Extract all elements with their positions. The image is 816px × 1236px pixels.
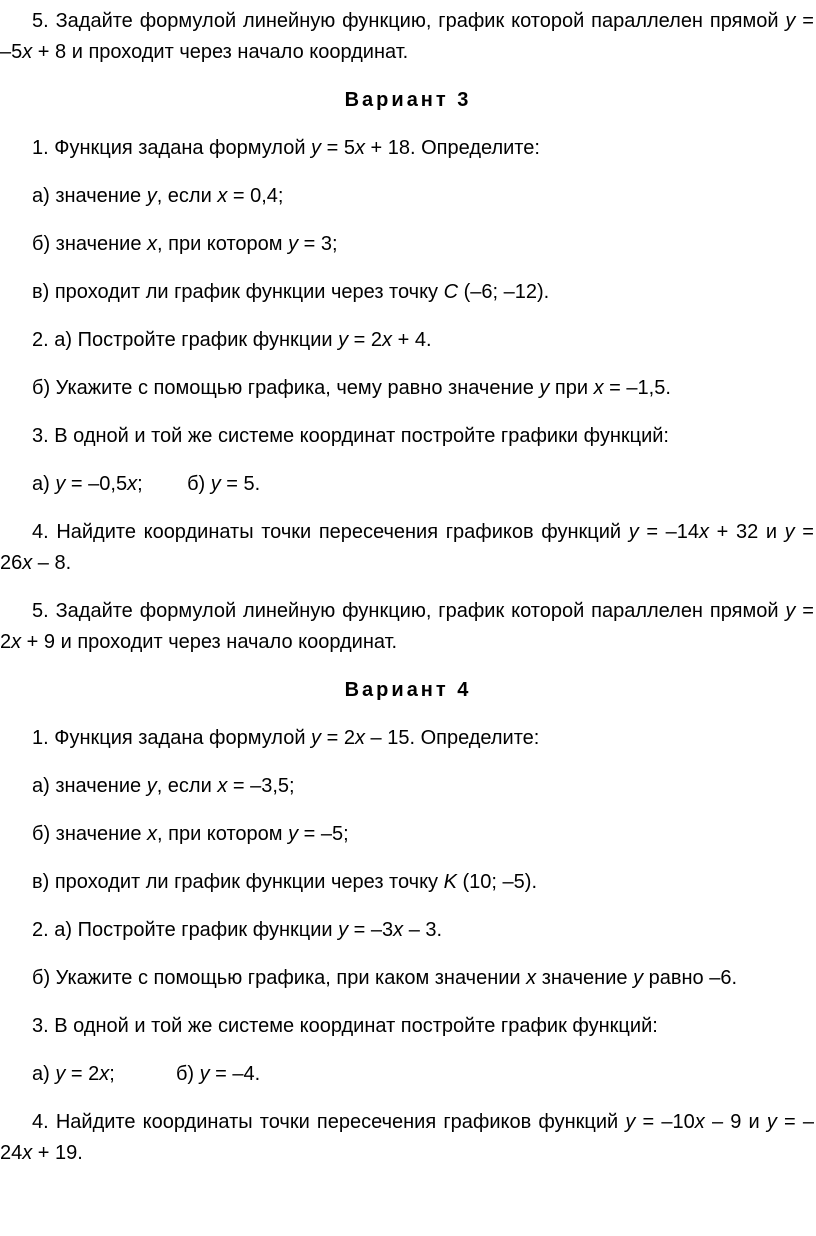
text-segment: равно –6. bbox=[643, 967, 738, 989]
math-variable: y bbox=[199, 1063, 210, 1085]
task-paragraph bbox=[0, 133, 816, 164]
task-paragraph bbox=[0, 1059, 816, 1090]
math-variable: y bbox=[311, 137, 322, 159]
text-segment: а) bbox=[32, 473, 56, 495]
text-segment: б) значение bbox=[32, 233, 148, 255]
text-segment: = 26 bbox=[0, 521, 814, 574]
math-variable: x bbox=[127, 473, 138, 495]
text-segment: = –0,5 bbox=[65, 473, 128, 495]
math-variable: y bbox=[338, 919, 349, 941]
text-segment: 2. а) Постройте график функции bbox=[32, 329, 339, 351]
math-variable: y bbox=[288, 823, 299, 845]
task-paragraph bbox=[0, 771, 816, 802]
text-segment: = –14 bbox=[638, 521, 700, 543]
text-segment: значение bbox=[536, 967, 634, 989]
text-segment: – 8. bbox=[32, 552, 72, 574]
text-segment: а) значение bbox=[32, 185, 147, 207]
math-variable: y bbox=[311, 727, 322, 749]
math-variable: y bbox=[785, 600, 796, 622]
math-variable: y bbox=[785, 10, 796, 32]
text-segment: б) Укажите с помощью графика, при каком значении bbox=[32, 967, 527, 989]
text-segment: (10; –5). bbox=[456, 871, 538, 893]
text-segment: Вариант 3 bbox=[344, 89, 472, 111]
task-paragraph bbox=[0, 915, 816, 946]
text-segment: + 8 и проходит через начало координат. bbox=[32, 41, 409, 63]
math-variable: x bbox=[393, 919, 404, 941]
math-variable: K bbox=[443, 871, 457, 893]
text-segment: – 3. bbox=[403, 919, 443, 941]
math-variable: y bbox=[766, 1111, 777, 1133]
task-paragraph bbox=[0, 373, 816, 404]
math-variable: x bbox=[694, 1111, 705, 1133]
text-segment: 3. В одной и той же системе координат постройте график функций: bbox=[32, 1015, 658, 1037]
text-segment: + 19. bbox=[32, 1142, 83, 1164]
text-segment: а) bbox=[32, 1063, 56, 1085]
text-segment: = –24 bbox=[0, 1111, 814, 1164]
text-segment: = 2 bbox=[65, 1063, 100, 1085]
task-paragraph bbox=[0, 1107, 816, 1169]
text-segment: 1. Функция задана формулой bbox=[32, 137, 312, 159]
text-segment: б) Укажите с помощью графика, чему равно значение bbox=[32, 377, 540, 399]
text-segment: = –4. bbox=[209, 1063, 261, 1085]
task-paragraph bbox=[0, 867, 816, 898]
text-segment: + 32 и bbox=[709, 521, 785, 543]
math-variable: x bbox=[593, 377, 604, 399]
text-segment: 4. Найдите координаты точки пересечения графиков функций bbox=[32, 1111, 626, 1133]
text-segment: , если bbox=[156, 185, 218, 207]
math-variable: x bbox=[354, 727, 365, 749]
math-variable: x bbox=[217, 185, 228, 207]
math-variable: y bbox=[146, 775, 157, 797]
text-segment: 2. а) Постройте график функции bbox=[32, 919, 339, 941]
task-paragraph bbox=[0, 963, 816, 994]
task-paragraph bbox=[0, 1011, 816, 1042]
text-segment: 1. Функция задана формулой bbox=[32, 727, 312, 749]
text-segment: ; б) bbox=[137, 473, 211, 495]
task-paragraph bbox=[0, 469, 816, 500]
text-segment: 4. Найдите координаты точки пересечения графиков функций bbox=[32, 521, 629, 543]
text-segment: 3. В одной и той же системе координат постройте графики функций: bbox=[32, 425, 669, 447]
text-segment: = –5 bbox=[0, 10, 814, 63]
text-segment: 5. Задайте формулой линейную функцию, график которой параллелен прямой bbox=[32, 10, 786, 32]
math-variable: y bbox=[539, 377, 550, 399]
text-segment: = –3 bbox=[348, 919, 394, 941]
math-variable: y bbox=[784, 521, 795, 543]
text-segment: = 5 bbox=[321, 137, 355, 159]
math-variable: x bbox=[526, 967, 537, 989]
math-variable: x bbox=[22, 1142, 33, 1164]
variant-heading bbox=[0, 675, 816, 706]
math-variable: x bbox=[382, 329, 393, 351]
math-variable: x bbox=[147, 823, 158, 845]
task-paragraph bbox=[0, 517, 816, 579]
math-variable: x bbox=[22, 41, 33, 63]
math-variable: C bbox=[443, 281, 459, 303]
text-segment: = –10 bbox=[635, 1111, 695, 1133]
math-variable: x bbox=[99, 1063, 110, 1085]
math-variable: y bbox=[55, 1063, 66, 1085]
text-segment: , если bbox=[156, 775, 218, 797]
math-variable: x bbox=[147, 233, 158, 255]
math-variable: y bbox=[146, 185, 157, 207]
task-paragraph bbox=[0, 819, 816, 850]
math-variable: x bbox=[699, 521, 710, 543]
math-variable: y bbox=[628, 521, 639, 543]
math-variable: y bbox=[55, 473, 66, 495]
text-segment: = 3; bbox=[298, 233, 338, 255]
text-segment: = 0,4; bbox=[227, 185, 284, 207]
task-paragraph bbox=[0, 6, 816, 68]
task-paragraph bbox=[0, 277, 816, 308]
task-paragraph bbox=[0, 421, 816, 452]
text-segment: а) значение bbox=[32, 775, 147, 797]
math-variable: y bbox=[210, 473, 221, 495]
text-segment: в) проходит ли график функции через точку bbox=[32, 871, 444, 893]
math-variable: y bbox=[338, 329, 349, 351]
task-paragraph bbox=[0, 181, 816, 212]
text-segment: = –5; bbox=[298, 823, 349, 845]
text-segment: = 2 bbox=[0, 600, 814, 653]
math-variable: y bbox=[625, 1111, 636, 1133]
task-paragraph bbox=[0, 325, 816, 356]
text-segment: (–6; –12). bbox=[458, 281, 550, 303]
text-segment: = –1,5. bbox=[603, 377, 671, 399]
text-segment: б) значение bbox=[32, 823, 148, 845]
math-variable: y bbox=[633, 967, 644, 989]
text-segment: , при котором bbox=[157, 233, 289, 255]
text-segment: в) проходит ли график функции через точку bbox=[32, 281, 444, 303]
task-paragraph bbox=[0, 229, 816, 260]
text-segment: + 9 и проходит через начало координат. bbox=[21, 631, 398, 653]
math-variable: x bbox=[11, 631, 22, 653]
math-variable: x bbox=[217, 775, 228, 797]
text-segment: = –3,5; bbox=[227, 775, 295, 797]
text-segment: – 9 и bbox=[704, 1111, 767, 1133]
text-segment: = 5. bbox=[220, 473, 261, 495]
text-segment: , при котором bbox=[157, 823, 289, 845]
math-variable: y bbox=[288, 233, 299, 255]
text-segment: ; б) bbox=[109, 1063, 200, 1085]
task-paragraph bbox=[0, 596, 816, 658]
text-segment: + 18. Определите: bbox=[364, 137, 540, 159]
text-segment: + 4. bbox=[392, 329, 432, 351]
math-variable: x bbox=[354, 137, 365, 159]
text-segment: при bbox=[549, 377, 594, 399]
text-segment: = 2 bbox=[321, 727, 355, 749]
variant-heading bbox=[0, 85, 816, 116]
text-segment: – 15. Определите: bbox=[364, 727, 540, 749]
text-segment: = 2 bbox=[348, 329, 383, 351]
text-segment: 5. Задайте формулой линейную функцию, график которой параллелен прямой bbox=[32, 600, 786, 622]
task-paragraph bbox=[0, 723, 816, 754]
math-variable: x bbox=[22, 552, 33, 574]
text-segment: Вариант 4 bbox=[344, 679, 472, 701]
